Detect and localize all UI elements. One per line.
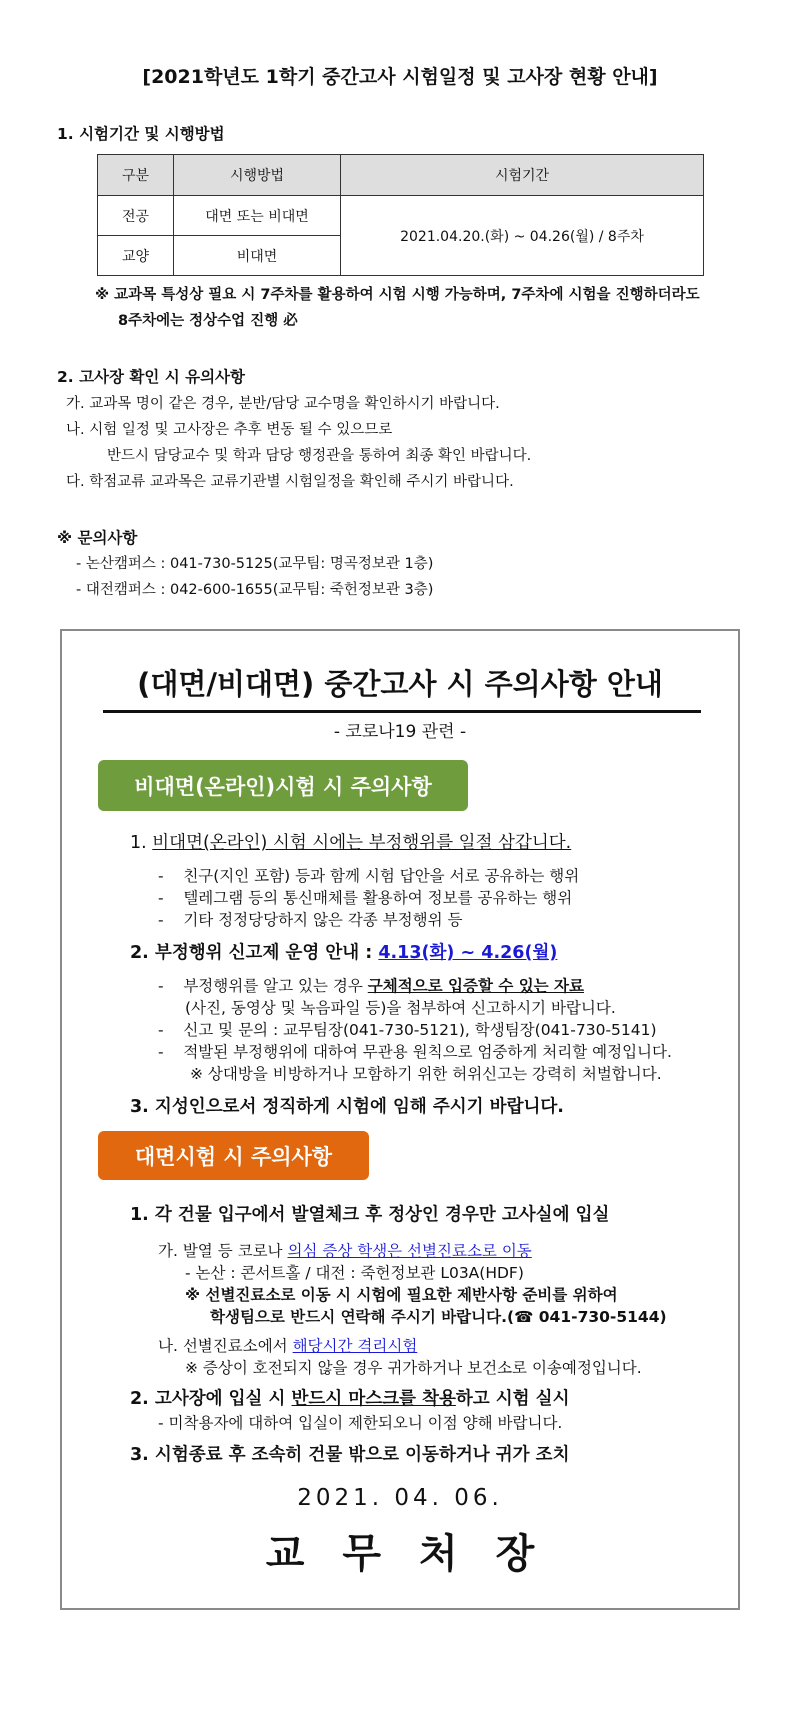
schedule-note-line2: 8주차에는 정상수업 진행 必 [118, 313, 298, 329]
bullet-text: 신고 및 문의 : 교무팀장(041-730-5121), 학생팀장(041-730-5141) [183, 1021, 657, 1039]
list-item: - 친구(지인 포함) 등과 함께 시험 답안을 서로 공유하는 행위 [158, 867, 580, 885]
bullet-text: 기타 정정당당하지 않은 각종 부정행위 등 [183, 911, 463, 929]
item-number: 3. [130, 1097, 149, 1117]
item-number: 1. [130, 833, 147, 853]
schedule-note-line1: ※ 교과목 특성상 필요 시 7주차를 활용하여 시험 시행 가능하며, 7주차에 시험을 진행하더라도 [95, 287, 700, 303]
sub-text: 나. 선별진료소에서 [158, 1337, 288, 1355]
box-subtitle: - 코로나19 관련 - [333, 722, 467, 742]
offline-sub-ga-locations: - 논산 : 콘서트홀 / 대전 : 죽헌정보관 L03A(HDF) [185, 1264, 524, 1282]
list-item-note: ※ 상대방을 비방하거나 모함하기 위한 허위신고는 강력히 처벌합니다. [190, 1065, 662, 1083]
col-header-method: 시행방법 [174, 155, 341, 196]
section1-heading: 1. 시험기간 및 시행방법 [57, 125, 225, 143]
table-header-row [98, 155, 704, 196]
offline-item1 [130, 1201, 609, 1226]
list-item: - 부정행위를 알고 있는 경우 구체적으로 입증할 수 있는 자료 [158, 977, 584, 995]
symptom-link[interactable]: 의심 증상 학생은 선별진료소로 이동 [287, 1242, 532, 1260]
bullet-text: 적발된 부정행위에 대하여 무관용 원칙으로 엄중하게 처리할 예정입니다. [183, 1043, 672, 1061]
item-text: 지성인으로서 정직하게 시험에 임해 주시기 바랍니다. [154, 1097, 564, 1117]
report-period-link[interactable]: 4.13(화) ~ 4.26(월) [378, 943, 558, 963]
bullet-text: 친구(지인 포함) 등과 함께 시험 답안을 서로 공유하는 행위 [183, 867, 580, 885]
cell-type: 교양 [98, 236, 174, 276]
offline-exam-label: 대면시험 시 주의사항 [98, 1131, 369, 1180]
col-header-period: 시험기간 [341, 155, 704, 196]
sec2-item-na: 나. 시험 일정 및 고사장은 추후 변동 될 수 있으므로 [66, 422, 393, 438]
sec2-item-ga: 가. 교과목 명이 같은 경우, 분반/담당 교수명을 확인하시기 바랍니다. [66, 396, 500, 412]
cell-type: 전공 [98, 196, 174, 236]
offline-sub-ga-note: ※ 선별진료소로 이동 시 시험에 필요한 제반사항 준비를 위하여 [185, 1286, 618, 1304]
bullet-text: 부정행위를 알고 있는 경우 [183, 977, 363, 995]
sub-text: 가. 발열 등 코로나 [158, 1242, 283, 1260]
item-text: 2. 고사장에 입실 시 [130, 1389, 286, 1409]
list-item-cont: (사진, 동영상 및 녹음파일 등)을 첨부하여 신고하시기 바랍니다. [185, 999, 616, 1017]
list-item: - 적발된 부정행위에 대하여 무관용 원칙으로 엄중하게 처리할 예정입니다. [158, 1043, 672, 1061]
item-text: 하고 시험 실시 [455, 1389, 570, 1409]
sec2-item-da: 다. 학점교류 교과목은 교류기관별 시험일정을 확인해 주시기 바랍니다. [66, 474, 514, 490]
exam-schedule-table [97, 154, 704, 276]
item-text: 각 건물 입구에서 발열체크 후 정상인 경우만 고사실에 입실 [154, 1205, 610, 1225]
signature-office: 교무처장 [265, 1531, 573, 1577]
cell-method: 대면 또는 비대면 [174, 196, 341, 236]
col-header-type: 구분 [98, 155, 174, 196]
notice-title: [2021학년도 1학기 중간고사 시험일정 및 고사장 현황 안내] [142, 66, 658, 88]
bullet-emphasis: 구체적으로 입증할 수 있는 자료 [367, 977, 584, 995]
list-item: - 기타 정정당당하지 않은 각종 부정행위 등 [158, 911, 463, 929]
cell-method: 비대면 [174, 236, 341, 276]
contact-nonsan: - 논산캠퍼스 : 041-730-5125(교무팀: 명곡정보관 1층) [76, 556, 434, 572]
cell-period: 2021.04.20.(화) ~ 04.26(월) / 8주차 [341, 196, 704, 276]
table-row [98, 196, 704, 236]
item-number: 1. [130, 1205, 149, 1225]
item-emphasis: 반드시 마스크를 착용 [291, 1389, 456, 1409]
bullet-text: 텔레그램 등의 통신매체를 활용하여 정보를 공유하는 행위 [183, 889, 573, 907]
sec2-item-na-cont: 반드시 담당교수 및 학과 담당 행정관을 통하여 최종 확인 바랍니다. [107, 448, 532, 464]
offline-sub-na [158, 1334, 417, 1356]
offline-item2 [130, 1385, 570, 1410]
quarantine-link[interactable]: 해당시간 격리시험 [292, 1337, 418, 1355]
offline-item2-sub: - 미착용자에 대하여 입실이 제한되오니 이점 양해 바랍니다. [158, 1414, 563, 1432]
box-title: (대면/비대면) 중간고사 시 주의사항 안내 [137, 667, 663, 701]
offline-sub-na-note: ※ 증상이 호전되지 않을 경우 귀가하거나 보건소로 이송예정입니다. [185, 1359, 642, 1377]
online-item2 [130, 939, 557, 964]
offline-sub-ga [158, 1239, 532, 1261]
online-item1 [130, 829, 571, 854]
title-divider [103, 710, 701, 713]
online-exam-label: 비대면(온라인)시험 시 주의사항 [98, 760, 468, 811]
item-number: 2. [130, 943, 149, 963]
contact-daejeon: - 대전캠퍼스 : 042-600-1655(교무팀: 죽헌정보관 3층) [76, 582, 434, 598]
item-text: 부정행위 신고제 운영 안내 : [154, 943, 373, 963]
online-item3 [130, 1093, 564, 1118]
list-item: - 신고 및 문의 : 교무팀장(041-730-5121), 학생팀장(041-730-5141) [158, 1021, 657, 1039]
list-item: - 텔레그램 등의 통신매체를 활용하여 정보를 공유하는 행위 [158, 889, 573, 907]
offline-item3: 3. 시험종료 후 조속히 건물 밖으로 이동하거나 귀가 조치 [130, 1445, 570, 1465]
contact-heading: ※ 문의사항 [57, 529, 138, 547]
notice-date: 2021. 04. 06. [297, 1485, 503, 1511]
section2-heading: 2. 고사장 확인 시 유의사항 [57, 368, 245, 386]
offline-sub-ga-contact: 학생팀으로 반드시 연락해 주시기 바랍니다.(☎ 041-730-5144) [210, 1308, 667, 1326]
item-text: 비대면(온라인) 시험 시에는 부정행위를 일절 삼갑니다. [152, 833, 572, 853]
